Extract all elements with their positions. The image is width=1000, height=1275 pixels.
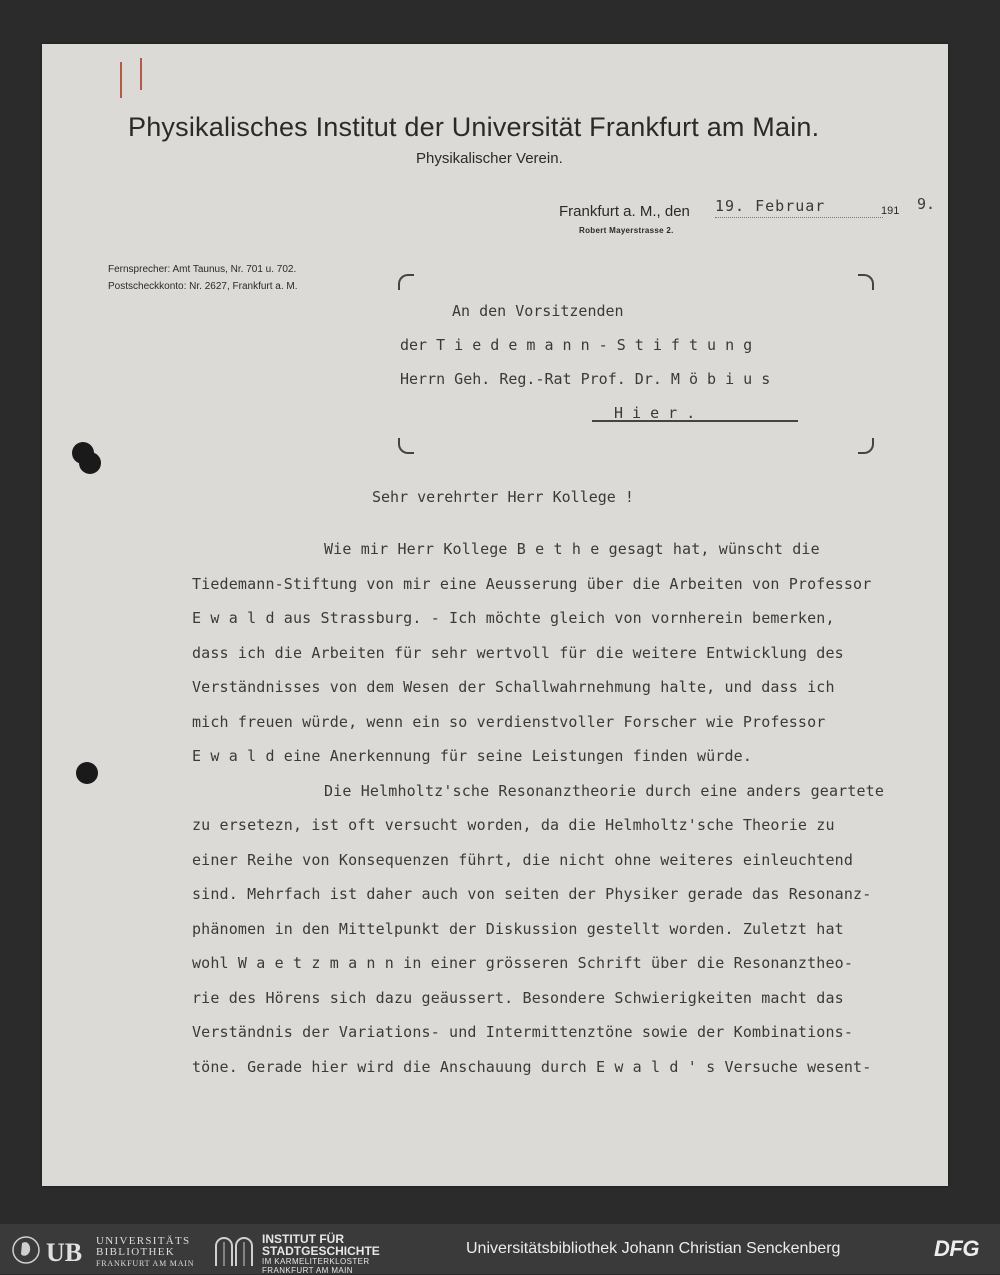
punch-hole [79,452,101,474]
contact-block [108,261,298,295]
ub-name [96,1236,194,1269]
year-printed: 191 [881,205,900,217]
address-corner-mark [398,274,414,290]
address-corner-mark [398,438,414,454]
body-line: Wie mir Herr Kollege B e t h e gesagt hat, wünscht die [324,540,820,558]
institute-logo-icon [212,1232,256,1266]
body-line: phänomen in den Mittelpunkt der Diskussion gestellt worden. Zuletzt hat [192,920,844,938]
footer-bar [0,1224,1000,1274]
body-line: Verständnis der Variations- und Intermittenztöne sowie der Kombinations- [192,1023,854,1041]
letter-page [42,44,948,1186]
body-line: Die Helmholtz'sche Resonanztheorie durch eine anders geartete [324,782,885,800]
institute-line: INSTITUT FÜR [262,1232,344,1246]
institute-line: IM KARMELITERKLOSTER [262,1257,370,1266]
address-line: der T i e d e m a n n - S t i f t u n g [400,336,753,354]
red-margin-mark [140,58,142,90]
address-line: H i e r . [614,404,696,422]
body-line: E w a l d eine Anerkennung für seine Leistungen finden würde. [192,747,753,765]
ub-line: BIBLIOTHEK [96,1246,175,1258]
address-line: Herrn Geh. Reg.-Rat Prof. Dr. M ö b i u s [400,370,771,388]
body-line: zu ersetezn, ist oft versucht worden, da die Helmholtz'sche Theorie zu [192,816,835,834]
postal-account: Postscheckkonto: Nr. 2627, Frankfurt a. M. [108,281,298,292]
date-line [559,195,939,235]
body-line: wohl W a e t z m a n n in einer grösseren Schrift über die Resonanztheo- [192,954,854,972]
institution-subtitle: Physikalischer Verein. [416,150,563,167]
institute-line: STADTGESCHICHTE [262,1244,380,1258]
street-address: Robert Mayerstrasse 2. [579,226,674,235]
ub-line: UNIVERSITÄTS [96,1235,191,1247]
date-dotted-rule [715,217,883,218]
year-typed: 9. [917,195,936,213]
body-line: sind. Mehrfach ist daher auch von seiten der Physiker gerade das Resonanz- [192,885,872,903]
body-line: töne. Gerade hier wird die Anschauung durch E w a l d ' s Versuche wesent- [192,1058,872,1076]
salutation: Sehr verehrter Herr Kollege ! [372,488,634,506]
address-corner-mark [858,438,874,454]
institution-name: Physikalisches Institut der Universität Frankfurt am Main. [128,112,820,142]
body-line: rie des Hörens sich dazu geäussert. Besondere Schwierigkeiten macht das [192,989,844,1007]
punch-hole [76,762,98,784]
underline-rule [592,420,798,422]
red-margin-mark [120,62,122,98]
body-line: dass ich die Arbeiten für sehr wertvoll für die weitere Entwicklung des [192,644,844,662]
institute-line: FRANKFURT AM MAIN [262,1266,353,1275]
body-line: Tiedemann-Stiftung von mir eine Aeusserung über die Arbeiten von Professor [192,575,872,593]
place-label: Frankfurt a. M., den [559,203,690,220]
ub-line: FRANKFURT AM MAIN [96,1259,195,1268]
letterhead [128,112,878,167]
institute-name [262,1233,380,1275]
date-typed: 19. Februar [715,197,826,215]
dfg-logo: DFG [934,1236,979,1261]
address-corner-mark [858,274,874,290]
body-line: einer Reihe von Konsequenzen führt, die nicht ohne weiteres einleuchtend [192,851,854,869]
body-line: E w a l d aus Strassburg. - Ich möchte gleich von vornherein bemerken, [192,609,835,627]
library-name: Universitätsbibliothek Johann Christian Senckenberg [466,1240,841,1257]
body-line: mich freuen würde, wenn ein so verdienstvoller Forscher wie Professor [192,713,826,731]
ub-logo-icon [10,1234,90,1266]
phone-number: Fernsprecher: Amt Taunus, Nr. 701 u. 702. [108,264,297,275]
address-line: An den Vorsitzenden [452,302,624,320]
svg-text:UB: UB [46,1238,83,1266]
body-line: Verständnisses von dem Wesen der Schallwahrnehmung halte, und dass ich [192,678,835,696]
